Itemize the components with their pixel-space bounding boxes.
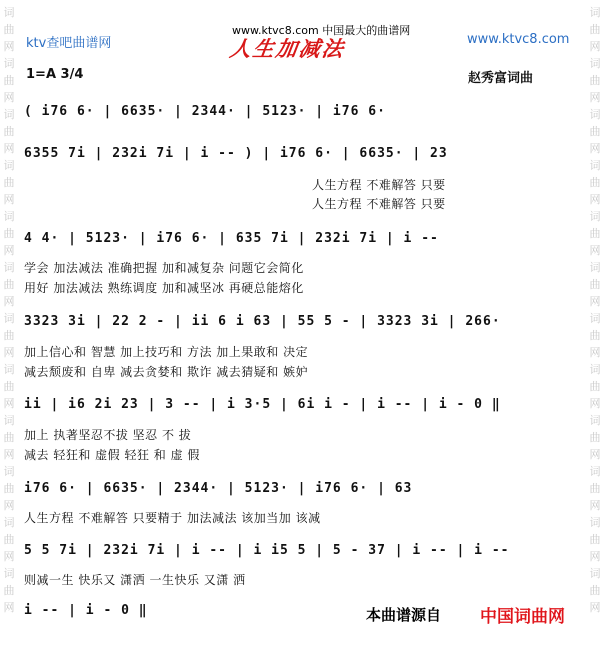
side-watermark-char: 曲 — [589, 278, 601, 291]
side-watermark-char: 网 — [3, 91, 15, 104]
side-watermark-char: 网 — [3, 295, 15, 308]
side-watermark-char: 词 — [589, 210, 601, 223]
lyric-line-5a: 加上 执著坚忍不拔 坚忍 不 拔 — [24, 428, 192, 442]
watermark-text: www.ktvc8.com 中国最大的曲谱网 — [232, 24, 411, 37]
side-watermark-char: 词 — [589, 312, 601, 325]
side-watermark-char: 词 — [589, 261, 601, 274]
site-name-left: ktv查吧曲谱网 — [26, 36, 112, 51]
side-watermark-char: 词 — [3, 363, 15, 376]
side-watermark-char: 曲 — [3, 584, 15, 597]
side-watermark-char: 网 — [589, 40, 601, 53]
side-watermark-char: 网 — [589, 448, 601, 461]
side-watermark-char: 网 — [589, 91, 601, 104]
side-watermark-char: 网 — [589, 397, 601, 410]
side-watermark-char: 曲 — [3, 23, 15, 36]
side-watermark-char: 曲 — [3, 533, 15, 546]
source-site-link[interactable]: 中国词曲网 — [480, 607, 565, 627]
side-watermark-char: 网 — [589, 244, 601, 257]
side-watermark-char: 曲 — [3, 482, 15, 495]
side-watermark-char: 网 — [589, 499, 601, 512]
side-watermark-char: 词 — [3, 414, 15, 427]
side-watermark-char: 词 — [589, 465, 601, 478]
side-watermark-char: 词 — [3, 6, 15, 19]
side-watermark-char: 词 — [3, 567, 15, 580]
lyric-line-5b: 减去 轻狂和 虚假 轻狂 和 虚 假 — [24, 448, 200, 462]
side-watermark-char: 词 — [589, 108, 601, 121]
side-watermark-char: 曲 — [589, 227, 601, 240]
source-label: 本曲谱源自 — [366, 606, 442, 624]
side-watermark-char: 网 — [3, 499, 15, 512]
side-watermark-char: 词 — [589, 516, 601, 529]
side-watermark-char: 词 — [589, 567, 601, 580]
site-name-right: www.ktvc8.com — [467, 32, 570, 47]
side-watermark-char: 曲 — [3, 74, 15, 87]
side-watermark-char: 词 — [3, 108, 15, 121]
side-watermark-char: 曲 — [589, 533, 601, 546]
song-title: 人生加减法 — [228, 36, 347, 61]
side-watermark-char: 网 — [3, 346, 15, 359]
side-watermark-char: 词 — [589, 363, 601, 376]
notation-line-6: i76 6· | 6635· | 2344· | 5123· | i76 6· | 63 — [24, 481, 413, 496]
lyric-line-3a: 学会 加法减法 准确把握 加和减复杂 问题它会简化 — [24, 261, 304, 275]
notation-line-7: 5 5 7i | 232i 7i | i -- | i i5 5 | 5 - 37 | i -- | i -- — [24, 543, 510, 558]
notation-line-2: 6355 7i | 232i 7i | i -- ) | i76 6· | 6635· | 23 — [24, 146, 448, 161]
side-watermark-char: 网 — [589, 550, 601, 563]
side-watermark-char: 词 — [3, 159, 15, 172]
side-watermark-char: 曲 — [3, 380, 15, 393]
side-watermark-char: 曲 — [589, 125, 601, 138]
side-watermark-char: 曲 — [589, 482, 601, 495]
side-watermark-char: 曲 — [3, 278, 15, 291]
lyric-line-4a: 加上信心和 智慧 加上技巧和 方法 加上果敢和 决定 — [24, 345, 309, 359]
key-signature: 1=A 3/4 — [26, 67, 84, 82]
lyric-line-7: 则减一生 快乐又 潇洒 一生快乐 又潇 洒 — [24, 573, 246, 587]
side-watermark-char: 网 — [3, 448, 15, 461]
side-watermark-char: 网 — [589, 346, 601, 359]
side-watermark-char: 曲 — [589, 380, 601, 393]
notation-line-3: 4 4· | 5123· | i76 6· | 635 7i | 232i 7i | i -- — [24, 231, 439, 246]
side-watermark-char: 网 — [3, 601, 15, 614]
lyric-line-2b: 人生方程 不难解答 只要 — [312, 197, 446, 211]
side-watermark-char: 词 — [3, 465, 15, 478]
side-watermark-char: 曲 — [589, 584, 601, 597]
side-watermark-char: 词 — [3, 516, 15, 529]
composer-credit: 赵秀富词曲 — [468, 71, 534, 86]
side-watermark-char: 曲 — [3, 125, 15, 138]
side-watermark-char: 词 — [3, 261, 15, 274]
lyric-line-6: 人生方程 不难解答 只要精于 加法减法 该加当加 该减 — [24, 511, 321, 525]
side-watermark-char: 词 — [589, 414, 601, 427]
side-watermark-char: 曲 — [589, 74, 601, 87]
notation-line-5: ii | i6 2i 23 | 3 -- | i 3·5 | 6i i - | i -- | i - 0 ‖ — [24, 397, 501, 412]
lyric-line-2a: 人生方程 不难解答 只要 — [312, 178, 446, 192]
side-watermark-char: 词 — [589, 6, 601, 19]
lyric-line-3b: 用好 加法减法 熟练调度 加和减坚冰 再硬总能熔化 — [24, 281, 304, 295]
side-watermark-char: 网 — [589, 142, 601, 155]
side-watermark-char: 曲 — [589, 23, 601, 36]
side-watermark-char: 网 — [3, 244, 15, 257]
side-watermark-char: 词 — [3, 210, 15, 223]
side-watermark-char: 曲 — [3, 329, 15, 342]
side-watermark-char: 网 — [589, 193, 601, 206]
side-watermark-char: 曲 — [589, 431, 601, 444]
notation-line-4: 3323 3i | 22 2 - | ii 6 i 63 | 55 5 - | 3323 3i | 266· — [24, 314, 501, 329]
notation-line-8: i -- | i - 0 ‖ — [24, 603, 148, 618]
side-watermark-char: 词 — [589, 159, 601, 172]
side-watermark-char: 网 — [3, 550, 15, 563]
side-watermark-char: 网 — [3, 142, 15, 155]
side-watermark-char: 词 — [3, 312, 15, 325]
side-watermark-char: 曲 — [3, 431, 15, 444]
side-watermark-char: 词 — [589, 57, 601, 70]
side-watermark-char: 网 — [589, 295, 601, 308]
side-watermark-char: 曲 — [589, 329, 601, 342]
side-watermark-char: 曲 — [3, 227, 15, 240]
side-watermark-right — [588, 4, 602, 649]
lyric-line-4b: 减去颓废和 自卑 减去贪婪和 欺诈 减去猜疑和 嫉妒 — [24, 365, 309, 379]
side-watermark-char: 曲 — [589, 176, 601, 189]
side-watermark-char: 网 — [3, 40, 15, 53]
notation-line-1: ( i76 6· | 6635· | 2344· | 5123· | i76 6· — [24, 104, 386, 119]
side-watermark-left — [2, 4, 16, 649]
side-watermark-char: 网 — [3, 397, 15, 410]
side-watermark-char: 曲 — [3, 176, 15, 189]
side-watermark-char: 网 — [589, 601, 601, 614]
side-watermark-char: 网 — [3, 193, 15, 206]
side-watermark-char: 词 — [3, 57, 15, 70]
